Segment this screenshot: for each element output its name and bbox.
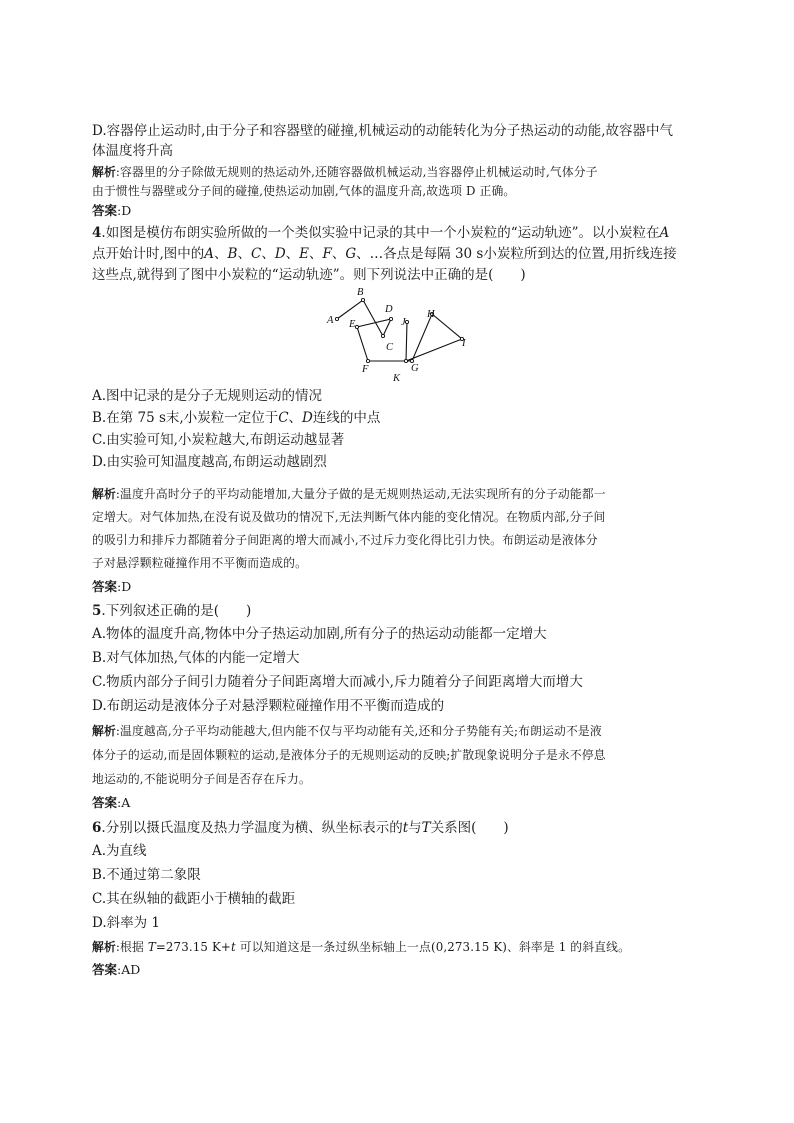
- solution-label: 解析: [92, 165, 116, 179]
- q4-stem-line3: 这些点,就得到了图中小炭粒的“运动轨迹”。则下列说法中正确的是( ): [92, 267, 526, 283]
- answer-label: 答案: [92, 962, 118, 977]
- q6-option-c: C.其在纵轴的截距小于横轴的截距: [92, 891, 296, 907]
- q4-answer: 答案:D: [92, 579, 132, 594]
- point-d-label: D: [385, 304, 393, 315]
- point-k-label: K: [393, 373, 401, 384]
- solution-label: 解析: [92, 940, 116, 954]
- q4-stem-line2: 点开始计时,图中的A、B、C、D、E、F、G、…各点是每隔 30 s小炭粒所到达的位置,用折线连接: [92, 246, 677, 262]
- q4-solution: 解析:温度升高时分子的平均动能增加,大量分子做的是无规则热运动,无法实现所有的分子动能都一: [92, 487, 606, 501]
- point-j-dot: [405, 320, 408, 323]
- q3-answer: 答案:D: [92, 203, 132, 218]
- point-f-label: F: [362, 364, 369, 375]
- point-b-dot: [361, 298, 364, 301]
- solution-label: 解析: [92, 487, 116, 501]
- q5-solution-cont1: 体分子的运动,而是固体颗粒的运动,是液体分子的无规则运动的反映;扩散现象说明分子是永不停息: [92, 748, 606, 762]
- q6-answer: 答案:AD: [92, 962, 141, 977]
- q5-solution: 解析:温度越高,分子平均动能越大,但内能不仅与平均动能有关,还和分子势能有关;布朗运动不是液: [92, 724, 602, 738]
- q5-stem: 5.下列叙述正确的是( ): [92, 603, 252, 619]
- trajectory-figure: [320, 284, 480, 384]
- point-i-label: I: [462, 338, 466, 349]
- point-a-label: A: [327, 315, 334, 326]
- answer-label: 答案: [92, 203, 118, 218]
- q5-option-b: B.对气体加热,气体的内能一定增大: [92, 650, 300, 666]
- q4-solution-cont3: 子对悬浮颗粒碰撞作用不平衡而造成的。: [92, 556, 308, 570]
- q6-stem: 6.分别以摄氏温度及热力学温度为横、纵坐标表示的t与T关系图( ): [92, 820, 509, 836]
- q5-option-c: C.物质内部分子间引力随着分子间距离增大而减小,斥力随着分子间距离增大而增大: [92, 674, 583, 690]
- q3-option-d-cont: 体温度将升高: [92, 143, 173, 159]
- q5-option-a: A.物体的温度升高,物体中分子热运动加剧,所有分子的热运动动能都一定增大: [92, 626, 547, 642]
- point-g-label: G: [411, 363, 419, 374]
- point-a-dot: [335, 317, 338, 320]
- point-f-dot: [366, 359, 369, 362]
- trajectory-path: [337, 300, 462, 361]
- answer-label: 答案: [92, 579, 118, 594]
- point-d-dot: [389, 317, 392, 320]
- q4-option-a: A.图中记录的是分子无规则运动的情况: [92, 388, 323, 404]
- q6-solution: 解析:根据 T=273.15 K+t 可以知道这是一条过纵坐标轴上一点(0,273.15 K)、斜率是 1 的斜直线。: [92, 940, 631, 954]
- point-c-label: C: [386, 342, 394, 353]
- q6-option-b: B.不通过第二象限: [92, 867, 201, 883]
- solution-label: 解析: [92, 724, 116, 738]
- q4-stem-line1: 4.如图是模仿布朗实验所做的一个类似实验中记录的其中一个小炭粒的“运动轨迹”。以小炭粒在A: [92, 225, 670, 241]
- point-h-label: H: [427, 309, 435, 320]
- q4-solution-cont1: 定增大。对气体加热,在没有说及做功的情况下,无法判断气体内能的变化情况。在物质内部,分子间: [92, 510, 606, 524]
- q5-option-d: D.布朗运动是液体分子对悬浮颗粒碰撞作用不平衡而造成的: [92, 698, 445, 714]
- q3-option-d: D.容器停止运动时,由于分子和容器壁的碰撞,机械运动的动能转化为分子热运动的动能,故容器中气: [92, 123, 674, 139]
- q5-answer: 答案:A: [92, 795, 131, 810]
- q4-option-b: B.在第 75 s末,小炭粒一定位于C、D连线的中点: [92, 410, 381, 426]
- q4-option-c: C.由实验可知,小炭粒越大,布朗运动越显著: [92, 432, 345, 448]
- point-b-label: B: [357, 287, 364, 298]
- point-j-label: J: [401, 317, 406, 328]
- q4-option-d: D.由实验可知温度越高,布朗运动越剧烈: [92, 454, 327, 470]
- q3-solution: 解析:容器里的分子除做无规则的热运动外,还随容器做机械运动,当容器停止机械运动时,气体分子: [92, 165, 598, 179]
- point-k-dot: [404, 359, 407, 362]
- point-e-label: E: [349, 319, 356, 330]
- q6-option-d: D.斜率为 1: [92, 915, 161, 931]
- point-c-dot: [381, 334, 384, 337]
- q4-solution-cont2: 的吸引力和排斥力都随着分子间距离的增大而减小,不过斥力变化得比引力快。布朗运动是液体分: [92, 533, 598, 547]
- q5-solution-cont2: 地运动的,不能说明分子间是否存在斥力。: [92, 772, 311, 786]
- answer-label: 答案: [92, 795, 118, 810]
- point-e-dot: [355, 325, 358, 328]
- q6-option-a: A.为直线: [92, 843, 147, 859]
- q3-solution-cont: 由于惯性与器壁或分子间的碰撞,使热运动加剧,气体的温度升高,故选项 D 正确。: [92, 184, 516, 198]
